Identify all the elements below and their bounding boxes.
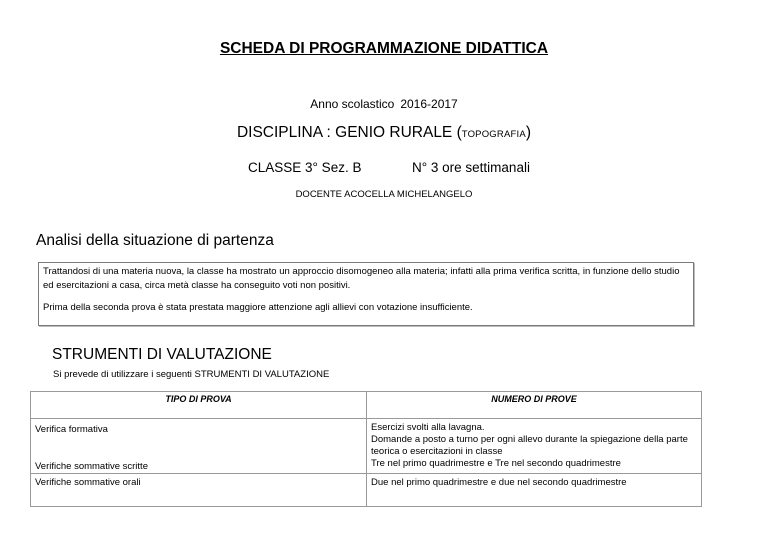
- column-header-numero: NUMERO DI PROVE: [367, 392, 702, 419]
- numero-line: Tre nel primo quadrimestre e Tre nel secondo quadrimestre: [371, 458, 621, 469]
- discipline: [0, 124, 768, 142]
- table-cell-numero: [367, 419, 702, 474]
- discipline-close: ): [525, 124, 532, 141]
- class-section: CLASSE 3° Sez. B: [248, 160, 362, 175]
- analysis-paragraph-1: Trattandosi di una materia nuova, la classe ha mostrato un approccio disomogeneo alla materia; infatti alla prima verifica scritta, in funzione dello studio ed esercitazioni a casa, circa metà classe ha conseguito voti non positivi.: [43, 266, 680, 291]
- table-row: [31, 474, 702, 507]
- evaluation-table: [30, 391, 702, 507]
- discipline-subject: TOPOGRAFIA: [461, 129, 526, 140]
- tipo-scritte: Verifiche sommative scritte: [35, 461, 148, 472]
- document-title: SCHEDA DI PROGRAMMAZIONE DIDATTICA: [219, 40, 549, 57]
- analysis-box: [38, 262, 694, 326]
- numero-line: Domande a posto a turno per ogni allevo durante la spiegazione della parte teorica o esercitazioni in classe: [371, 434, 688, 457]
- weekly-hours: N° 3 ore settimanali: [412, 160, 530, 175]
- school-year-label: Anno scolastico: [310, 97, 395, 111]
- table-cell-tipo: [31, 419, 367, 474]
- discipline-name: DISCIPLINA : GENIO RURALE (: [236, 124, 462, 141]
- analysis-heading: Analisi della situazione di partenza: [36, 232, 274, 249]
- school-year: [0, 97, 768, 111]
- analysis-paragraph-2: Prima della seconda prova è stata prestata maggiore attenzione agli allievi con votazione insufficiente.: [43, 302, 473, 313]
- tipo-formativa: Verifica formativa: [35, 424, 108, 435]
- numero-line: Esercizi svolti alla lavagna.: [371, 422, 485, 433]
- teacher: DOCENTE ACOCELLA MICHELANGELO: [295, 189, 473, 200]
- school-year-value: 2016-2017: [400, 97, 458, 111]
- table-row: [31, 419, 702, 474]
- table-cell-tipo: Verifiche sommative orali: [31, 474, 367, 507]
- table-cell-numero: Due nel primo quadrimestre e due nel secondo quadrimestre: [367, 474, 702, 507]
- evaluation-heading: STRUMENTI DI VALUTAZIONE: [52, 346, 272, 363]
- evaluation-subheading: Si prevede di utilizzare i seguenti STRUMENTI DI VALUTAZIONE: [53, 369, 330, 380]
- table-header-row: [31, 392, 702, 419]
- column-header-tipo: TIPO DI PROVA: [31, 392, 367, 419]
